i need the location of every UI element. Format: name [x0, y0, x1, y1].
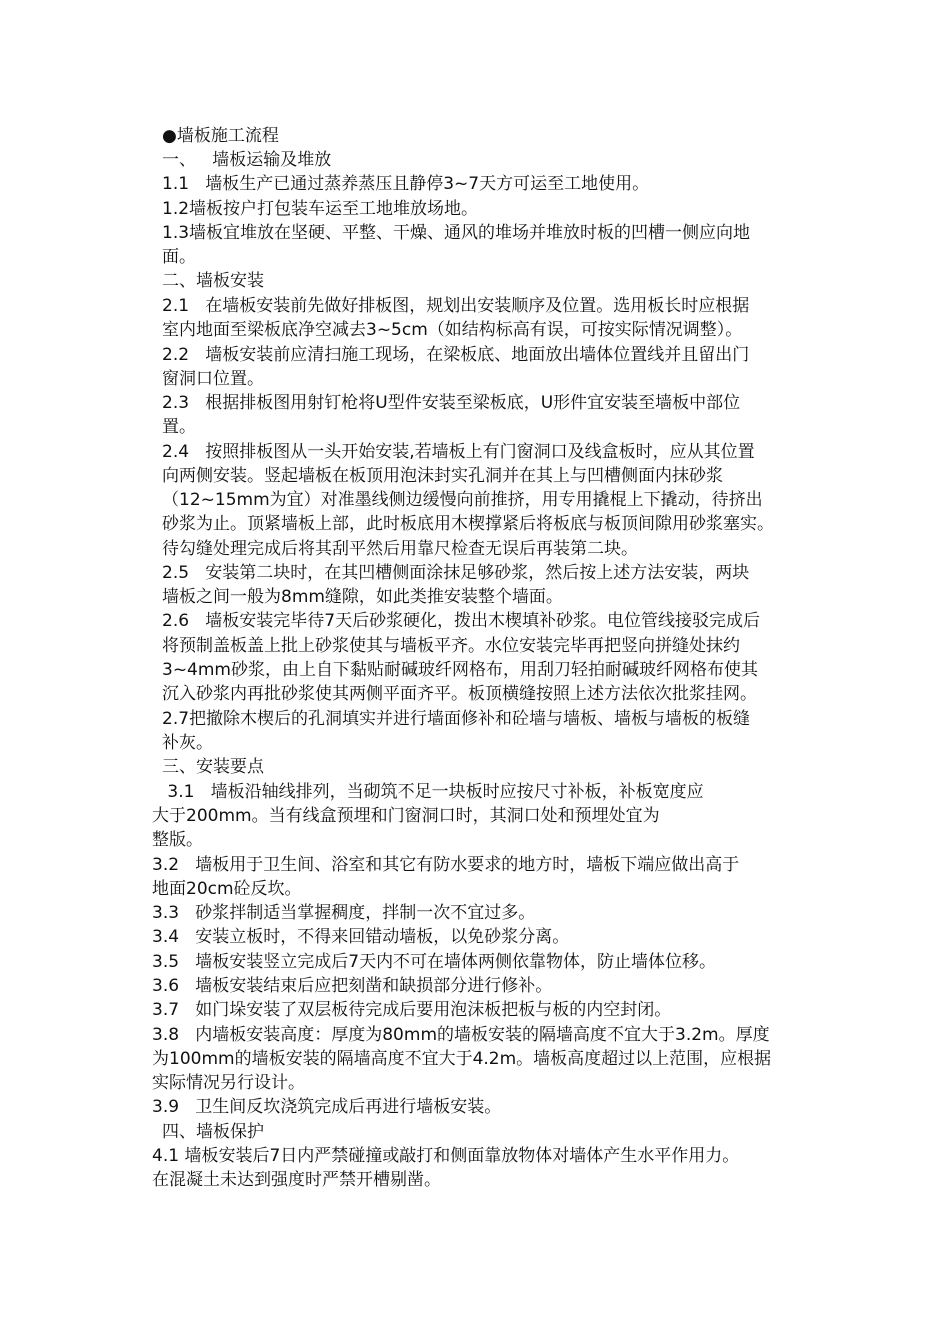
paragraph-line: 置。	[162, 417, 196, 437]
paragraph-line: 3.3 砂浆拌制适当掌握稠度，拌制一次不宜过多。	[152, 903, 536, 923]
paragraph-line: 3.4 安装立板时，不得来回错动墙板，以免砂浆分离。	[152, 927, 570, 947]
paragraph-line: 砂浆为止。顶紧墙板上部，此时板底用木楔撑紧后将板底与板顶间隙用砂浆塞实。	[162, 514, 774, 534]
section-heading: 二、墙板安装	[162, 271, 264, 291]
section-heading: 四、墙板保护	[162, 1122, 264, 1142]
paragraph-line: 实际情况另行设计。	[152, 1073, 305, 1093]
paragraph-line: 2.6 墙板安装完毕待7天后砂浆硬化，拨出木楔填补砂浆。电位管线接驳完成后	[162, 611, 761, 631]
paragraph-line: 补灰。	[162, 733, 213, 753]
paragraph-line: 2.4 按照排板图从一头开始安装,若墙板上有门窗洞口及线盒板时，应从其位置	[162, 442, 755, 462]
section-heading: 一、 墙板运输及堆放	[162, 150, 332, 170]
paragraph-line: 地面20cm砼反坎。	[152, 879, 302, 899]
paragraph-line: 室内地面至梁板底净空减去3~5cm（如结构标高有误，可按实际情况调整）。	[162, 320, 743, 340]
paragraph-line: 3.7 如门垛安装了双层板待完成后要用泡沫板把板与板的内空封闭。	[152, 1000, 672, 1020]
paragraph-line: 3.6 墙板安装结束后应把刻凿和缺损部分进行修补。	[152, 976, 553, 996]
paragraph-line: 3.5 墙板安装竖立完成后7天内不可在墙体两侧依靠物体，防止墙体位移。	[152, 952, 717, 972]
paragraph-line: 向两侧安装。竖起墙板在板顶用泡沫封实孔洞并在其上与凹槽侧面内抹砂浆	[162, 466, 723, 486]
paragraph-line: 2.3 根据排板图用射钉枪将U型件安装至梁板底，U形件宜安装至墙板中部位	[162, 393, 741, 413]
paragraph-line: 沉入砂浆内再批砂浆使其两侧平面齐平。板顶横缝按照上述方法依次批浆挂网。	[162, 684, 757, 704]
paragraph-line: 1.1 墙板生产已通过蒸养蒸压且静停3~7天方可运至工地使用。	[162, 174, 650, 194]
paragraph-line: 3.9 卫生间反坎浇筑完成后再进行墙板安装。	[152, 1097, 502, 1117]
paragraph-line: 3.1 墙板沿轴线排列，当砌筑不足一块板时应按尺寸补板，补板宽度应	[162, 782, 704, 802]
paragraph-line: 待勾缝处理完成后将其刮平然后用靠尺检查无误后再装第二块。	[162, 539, 638, 559]
paragraph-line: 1.3墙板宜堆放在坚硬、平整、干燥、通风的堆场并堆放时板的凹槽一侧应向地	[162, 223, 751, 243]
paragraph-line: 2.2 墙板安装前应清扫施工现场，在梁板底、地面放出墙体位置线并且留出门	[162, 345, 750, 365]
paragraph-line: 3~4mm砂浆，由上自下黏贴耐碱玻纤网格布，用刮刀轻拍耐碱玻纤网格布使其	[162, 660, 758, 680]
paragraph-line: 3.2 墙板用于卫生间、浴室和其它有防水要求的地方时，墙板下端应做出高于	[152, 855, 740, 875]
paragraph-line: 窗洞口位置。	[162, 369, 264, 389]
paragraph-line: 1.2墙板按户打包装车运至工地堆放场地。	[162, 199, 479, 219]
section-heading: 三、安装要点	[162, 757, 264, 777]
paragraph-line: 大于200mm。当有线盒预埋和门窗洞口时，其洞口处和预埋处宜为	[152, 806, 660, 826]
document-title: ●墙板施工流程	[162, 126, 279, 146]
paragraph-line: 3.8 内墙板安装高度：厚度为80mm的墙板安装的隔墙高度不宜大于3.2m。厚度	[152, 1025, 770, 1045]
paragraph-line: 2.7把撤除木楔后的孔洞填实并进行墙面修补和砼墙与墙板、墙板与墙板的板缝	[162, 709, 751, 729]
paragraph-line: 2.5 安装第二块时，在其凹槽侧面涂抹足够砂浆，然后按上述方法安装，两块	[162, 563, 750, 583]
paragraph-line: 4.1 墙板安装后7日内严禁碰撞或敲打和侧面靠放物体对墙体产生水平作用力。	[152, 1146, 740, 1166]
paragraph-line: 为100mm的墙板安装的隔墙高度不宜大于4.2m。墙板高度超过以上范围，应根据	[152, 1049, 772, 1069]
paragraph-line: 面。	[162, 247, 196, 267]
paragraph-line: 整版。	[152, 830, 203, 850]
paragraph-line: 在混凝土未达到强度时严禁开槽剔凿。	[152, 1170, 441, 1190]
paragraph-line: 2.1 在墙板安装前先做好排板图，规划出安装顺序及位置。选用板长时应根据	[162, 296, 750, 316]
paragraph-line: 将预制盖板盖上批上砂浆使其与墙板平齐。水位安装完毕再把竖向拼缝处抹约	[162, 636, 740, 656]
paragraph-line: 墙板之间一般为8mm缝隙，如此类推安装整个墙面。	[162, 587, 563, 607]
paragraph-line: （12~15mm为宜）对准墨线侧边缓慢向前推挤，用专用撬棍上下撬动，待挤出	[162, 490, 763, 510]
